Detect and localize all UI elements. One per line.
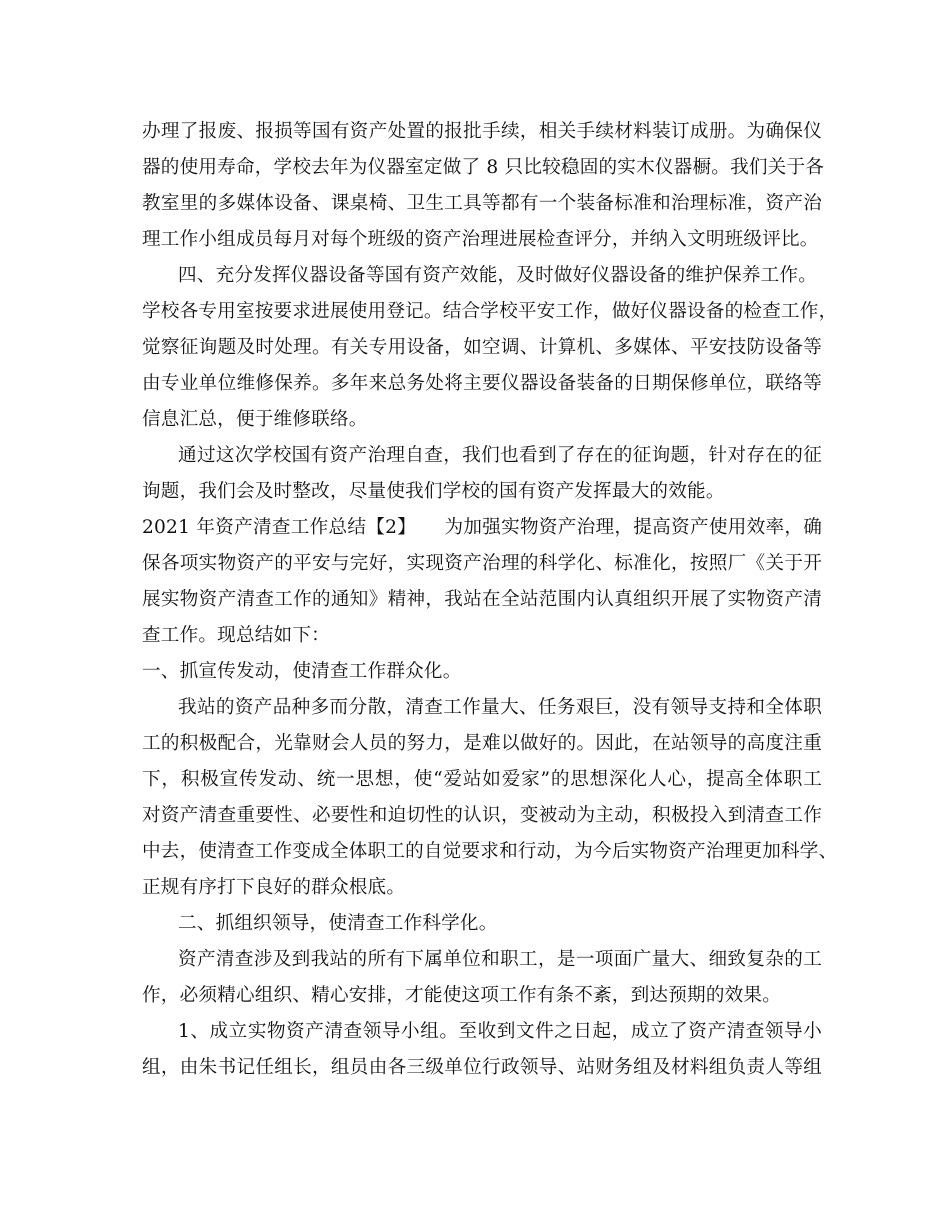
text-line: 教室里的多媒体设备、课桌椅、卫生工具等都有一个装备标准和治理标准，资产治 xyxy=(142,193,822,214)
section-heading: 二、抓组织领导，使清查工作科学化。 xyxy=(178,913,498,934)
text-line: 工的积极配合，光靠财会人员的努力，是难以做好的。因此，在站领导的高度注重 xyxy=(142,733,822,754)
section-heading: 一、抓宣传发动，使清查工作群众化。 xyxy=(142,661,462,682)
text-line: 器的使用寿命，学校去年为仪器室定做了 8 只比较稳固的实木仪器橱。我们关于各 xyxy=(142,157,825,178)
text-line: 我站的资产品种多而分散，清查工作量大、任务艰巨，没有领导支持和全体职 xyxy=(178,697,822,718)
text-line: 展实物资产清查工作的通知》精神，我站在全站范围内认真组织开展了实物资产清 xyxy=(142,589,822,610)
text-line: 作，必须精心组织、精心安排，才能使这项工作有条不紊，到达预期的效果。 xyxy=(142,985,781,1006)
text-line: 觉察征询题及时处理。有关专用设备，如空调、计算机、多媒体、平安技防设备等 xyxy=(142,337,822,358)
text-line: 通过这次学校国有资产治理自查，我们也看到了存在的征询题，针对存在的征 xyxy=(178,445,822,466)
text-line: 2021 年资产清查工作总结【2】 为加强实物资产治理，提高资产使用效率，确 xyxy=(142,517,822,538)
text-line: 信息汇总，便于维修联络。 xyxy=(142,409,368,430)
text-line: 保各项实物资产的平安与完好，实现资产治理的科学化、标准化，按照厂《关于开 xyxy=(142,553,822,574)
text-line: 询题，我们会及时整改，尽量使我们学校的国有资产发挥最大的效能。 xyxy=(142,481,725,502)
text-line: 学校各专用室按要求进展使用登记。结合学校平安工作，做好仪器设备的检查工作， xyxy=(142,301,838,322)
text-line: 下，积极宣传发动、统一思想，使“爱站如爱家”的思想深化人心，提高全体职工 xyxy=(142,769,822,790)
text-line: 由专业单位维修保养。多年来总务处将主要仪器设备装备的日期保修单位，联络等 xyxy=(142,373,822,394)
text-line: 中去，使清查工作变成全体职工的自觉要求和行动，为今后实物资产治理更加科学、 xyxy=(142,841,838,862)
text-line: 组，由朱书记任组长，组员由各三级单位行政领导、站财务组及材料组负责人等组 xyxy=(142,1057,822,1078)
text-line: 查工作。现总结如下： xyxy=(142,625,330,646)
text-line: 正规有序打下良好的群众根底。 xyxy=(142,877,406,898)
text-line: 1、成立实物资产清查领导小组。至收到文件之日起，成立了资产清查领导小 xyxy=(178,1021,822,1042)
section-heading: 四、充分发挥仪器设备等国有资产效能，及时做好仪器设备的维护保养工作。 xyxy=(178,265,817,286)
text-line: 资产清查涉及到我站的所有下属单位和职工，是一项面广量大、细致复杂的工 xyxy=(178,949,822,970)
text-line: 理工作小组成员每月对每个班级的资产治理进展检查评分，并纳入文明班级评比。 xyxy=(142,229,819,250)
text-line: 办理了报废、报损等国有资产处置的报批手续，相关手续材料装订成册。为确保仪 xyxy=(142,121,822,142)
text-line: 对资产清查重要性、必要性和迫切性的认识，变被动为主动，积极投入到清查工作 xyxy=(142,805,822,826)
